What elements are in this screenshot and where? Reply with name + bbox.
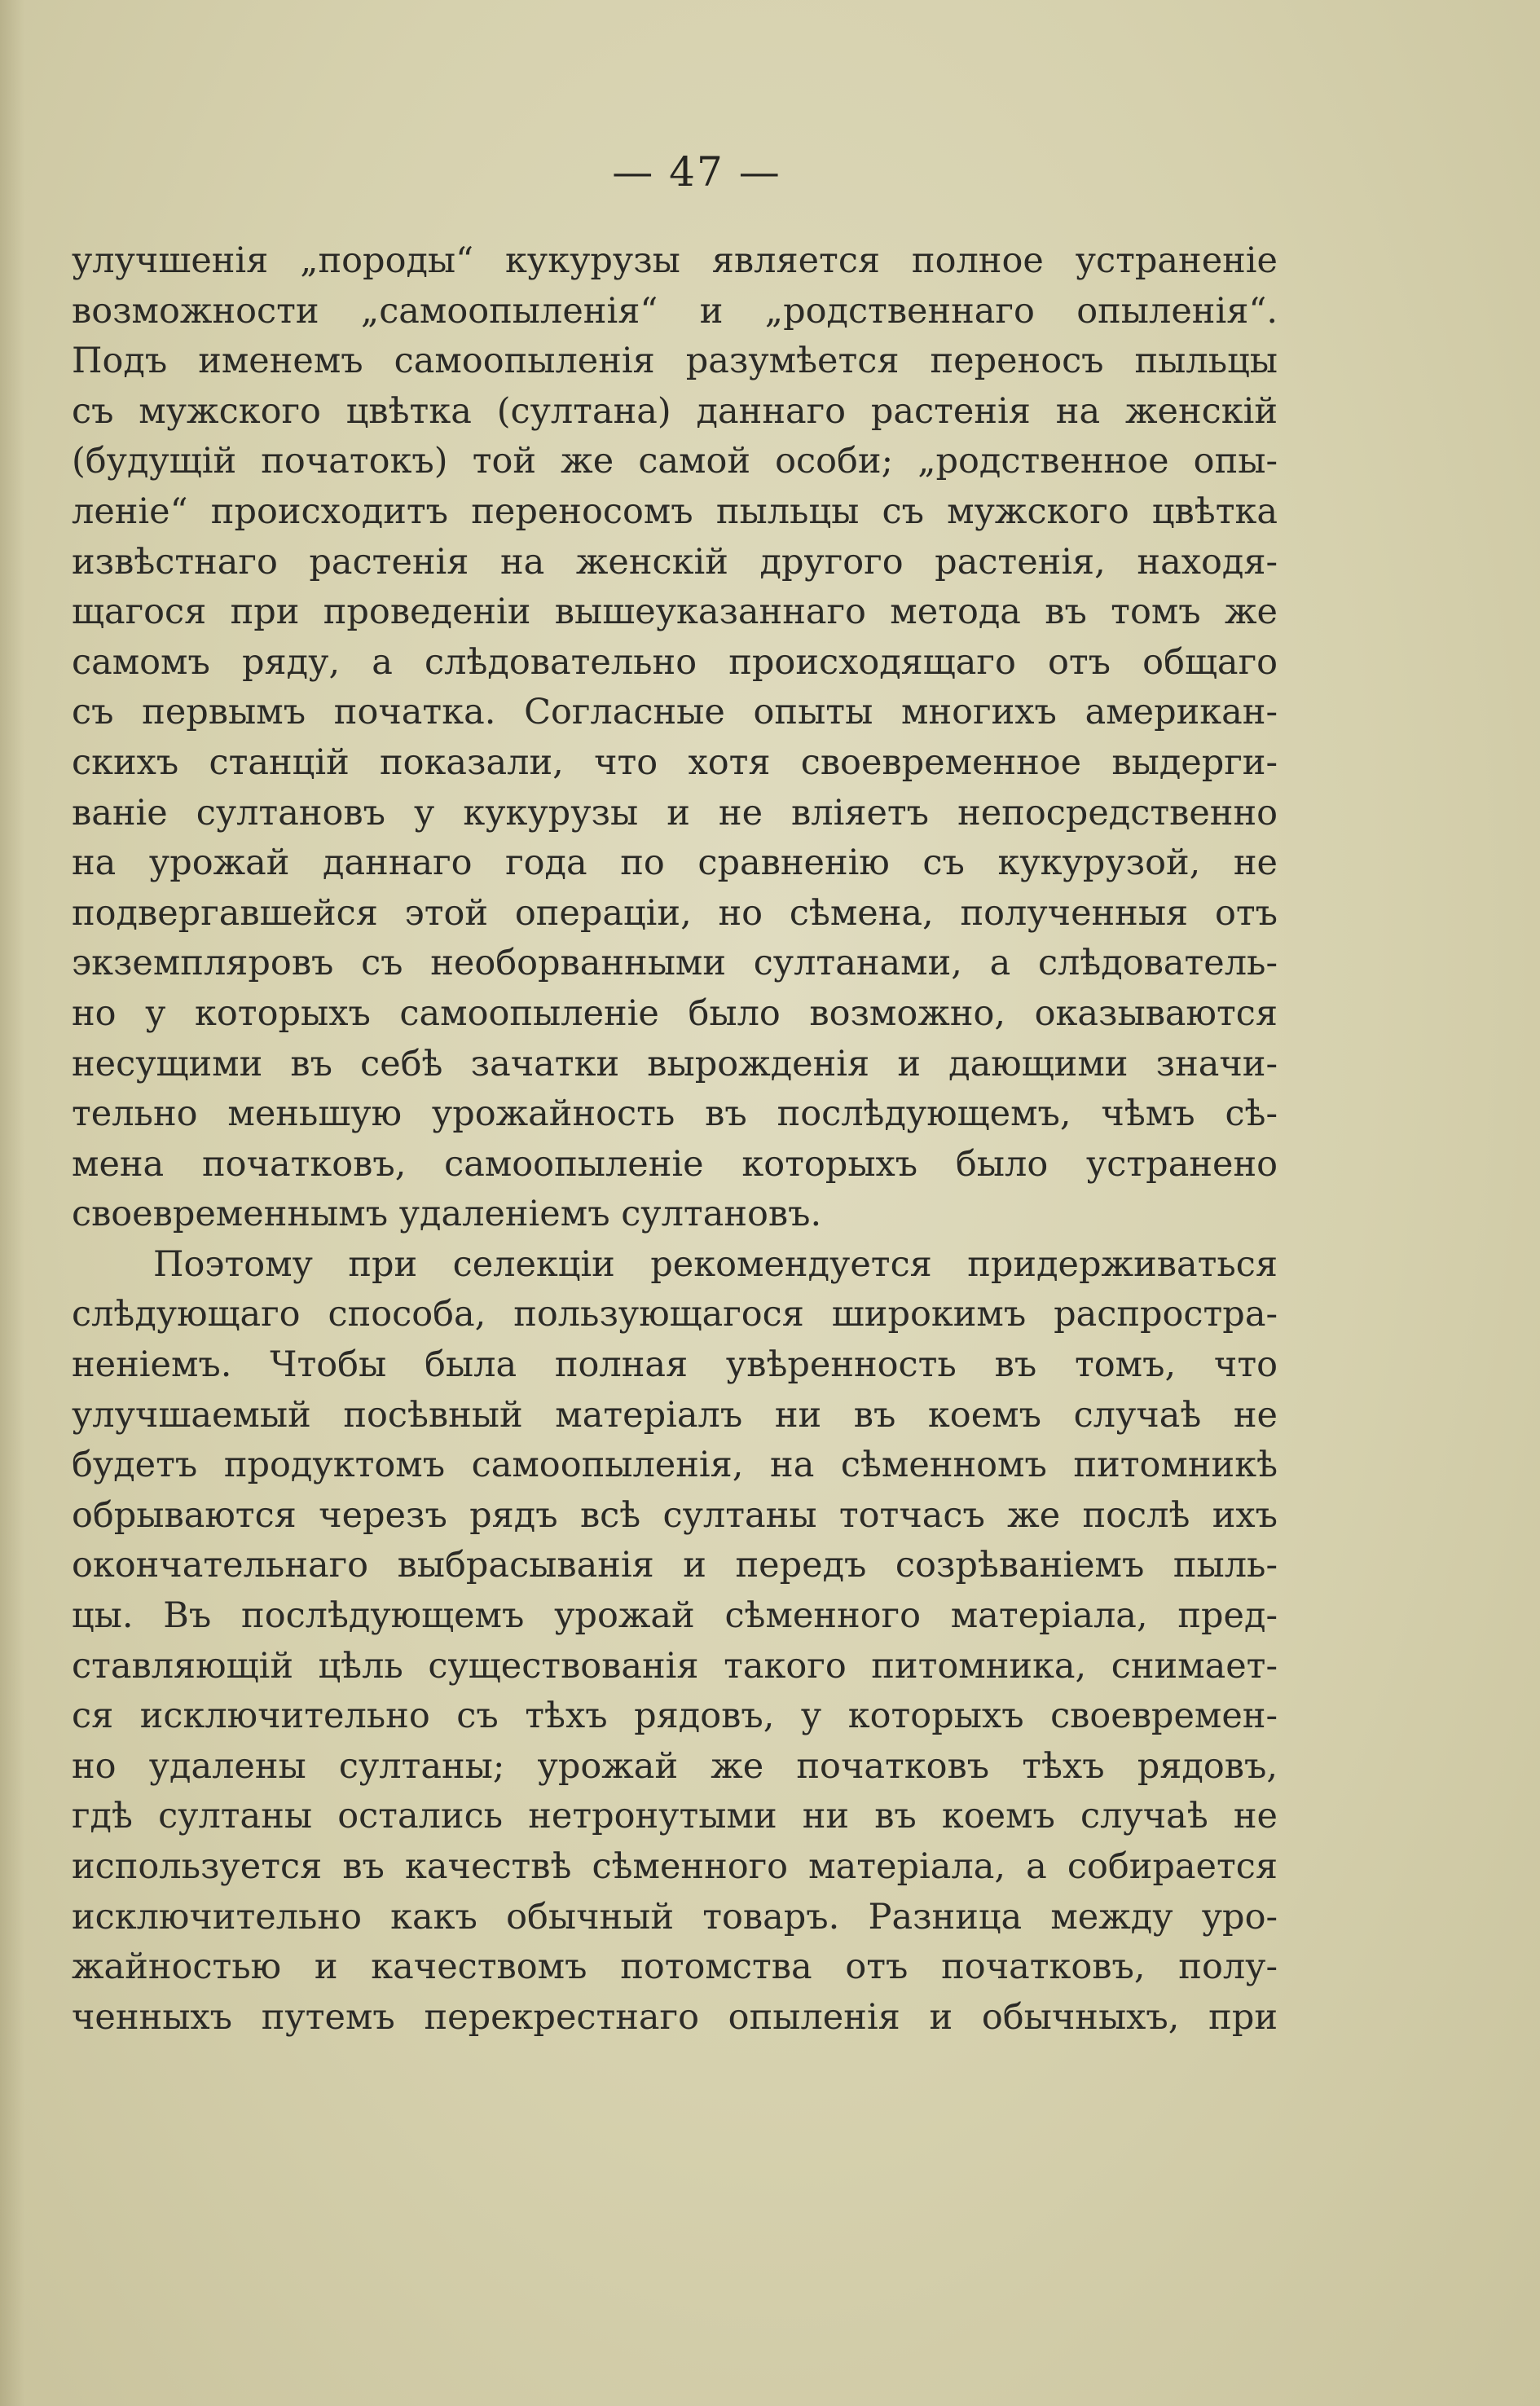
paragraph-2 (72, 1240, 1278, 2043)
text-line: гдѣ султаны остались нетронутыми ни въ коемъ случаѣ не (72, 1796, 1278, 1837)
text-line: скихъ станцій показали, что хотя своевременное выдерги- (72, 741, 1278, 783)
text-line: тельно меньшую урожайность въ послѣдующемъ, чѣмъ сѣ- (72, 1093, 1278, 1135)
text-line: (будущій початокъ) той же самой особи; „родственное опы- (72, 441, 1278, 482)
text-line: съ мужского цвѣтка (султана) даннаго растенія на женскій (72, 390, 1278, 432)
text-line: жайностью и качествомъ потомства отъ початковъ, полу- (72, 1946, 1278, 1988)
text-line: слѣдующаго способа, пользующагося широкимъ распростра- (72, 1294, 1278, 1335)
text-line: окончательнаго выбрасыванія и передъ созрѣваніемъ пыль- (72, 1545, 1278, 1586)
text-line: улучшаемый посѣвный матеріалъ ни въ коемъ случаѣ не (72, 1394, 1278, 1436)
text-line: возможности „самоопыленія“ и „родственнаго опыленія“. (72, 290, 1278, 332)
text-line: извѣстнаго растенія на женскій другого растенія, находя- (72, 541, 1278, 583)
text-line: улучшенія „породы“ кукурузы является полное устраненіе (72, 240, 1278, 281)
text-line: цы. Въ послѣдующемъ урожай сѣменного матеріала, пред- (72, 1595, 1278, 1637)
page-number: — 47 — (612, 148, 781, 196)
text-line: щагося при проведеніи вышеуказаннаго метода въ томъ же (72, 592, 1278, 633)
paragraph-1 (72, 236, 1278, 1240)
text-line: подвергавшейся этой операціи, но сѣмена, полученныя отъ (72, 892, 1278, 934)
text-line: но у которыхъ самоопыленіе было возможно, оказываются (72, 992, 1278, 1034)
text-line: съ первымъ початка. Согласные опыты многихъ американ- (72, 692, 1278, 733)
text-line: несущими въ себѣ зачатки вырожденія и дающими значи- (72, 1043, 1278, 1084)
page-edge-shadow (0, 0, 24, 2406)
text-line: ся исключительно съ тѣхъ рядовъ, у которыхъ своевремен- (72, 1696, 1278, 1737)
text-line: экземпляровъ съ необорванными султанами, а слѣдователь- (72, 943, 1278, 984)
text-line: ченныхъ путемъ перекрестнаго опыленія и обычныхъ, при (72, 1996, 1278, 2038)
text-line: исключительно какъ обычный товаръ. Разница между уро- (72, 1896, 1278, 1938)
text-line: самомъ ряду, а слѣдовательно происходящаго отъ общаго (72, 641, 1278, 683)
text-line: Подъ именемъ самоопыленія разумѣется переносъ пыльцы (72, 341, 1278, 382)
text-line: но удалены султаны; урожай же початковъ тѣхъ рядовъ, (72, 1745, 1278, 1787)
text-line: неніемъ. Чтобы была полная увѣренность въ томъ, что (72, 1344, 1278, 1386)
text-line: леніе“ происходитъ переносомъ пыльцы съ мужского цвѣтка (72, 490, 1278, 532)
text-line: обрываются черезъ рядъ всѣ султаны тотчасъ же послѣ ихъ (72, 1494, 1278, 1536)
text-line: мена початковъ, самоопыленіе которыхъ было устранено (72, 1143, 1278, 1185)
text-line: своевременнымъ удаленіемъ султановъ. (72, 1194, 822, 1235)
text-line: на урожай даннаго года по сравненію съ кукурузой, не (72, 842, 1278, 884)
body-text (72, 236, 1278, 2043)
text-line: ваніе султановъ у кукурузы и не вліяетъ непосредственно (72, 792, 1278, 834)
text-line: Поэтому при селекціи рекомендуется придерживаться (153, 1243, 1278, 1285)
text-line: ставляющій цѣль существованія такого питомника, снимает- (72, 1645, 1278, 1687)
text-line: используется въ качествѣ сѣменного матеріала, а собирается (72, 1846, 1278, 1887)
text-line: будетъ продуктомъ самоопыленія, на сѣменномъ питомникѣ (72, 1445, 1278, 1486)
